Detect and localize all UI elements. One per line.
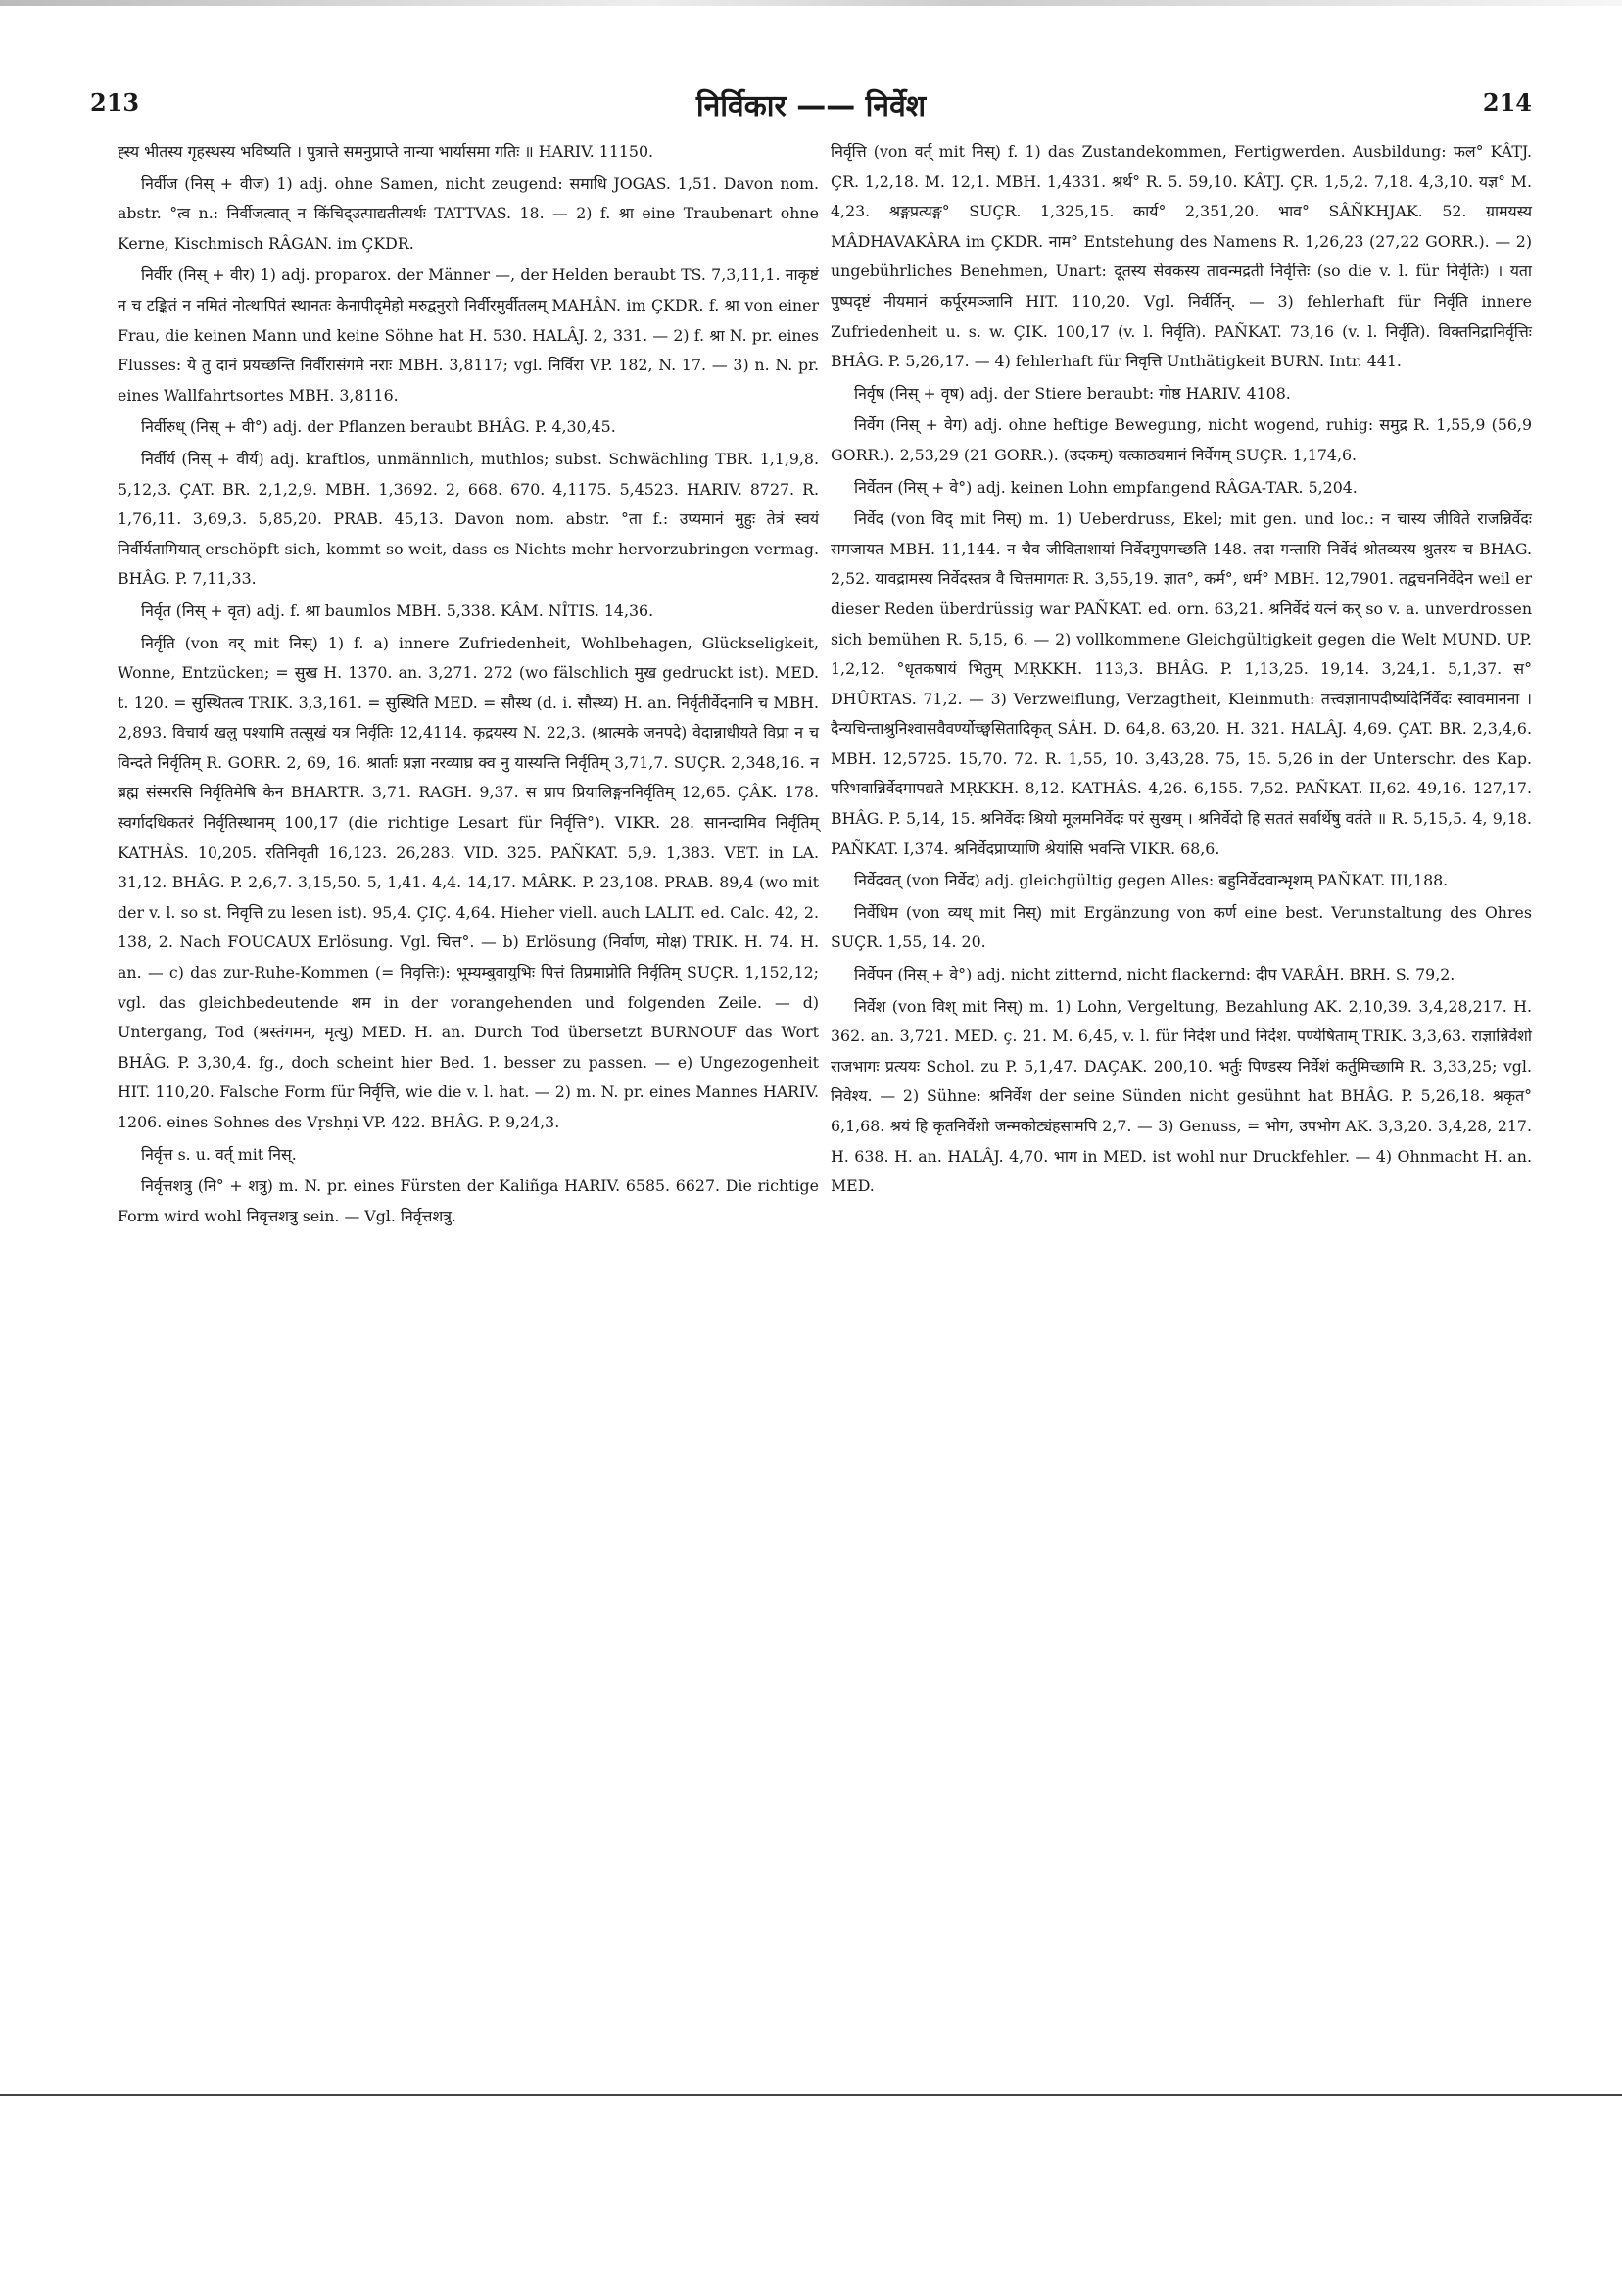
entry-nirvepana: निर्वेपन (निस् + वे°) adj. nicht zitternd, nicht flackernd: दीप VARÂH. BRH. S. 79,2. <box>854 965 1455 984</box>
entry-nirvrti: निर्वृति (von वर् mit निस्) 1) f. a) innere Zufriedenheit, Wohlbehagen, Glückseligkeit, Wonne, Entzücken; = सुख H. 1370. an. 3,271. 272 (wo fälschlich मुख gedruckt ist). MED. t. 120. = सुस्थितत्व TRIK. 3,3,161. = सुस्थिति MED. = सौस्थ (d. i. सौस्थ्य) H. an. निर्वृतीर्वेदनानि च MBH. 2,893. विचार्य खलु पश्यामि तत्सुखं यत्र निर्वृतिः 12,4114. कृद्रयस्य N. 22,3. (श्रात्मके जनपदे) वेदान्नाधीयते विप्रा न च विन्दते निर्वृतिम् R. GORR. 2, 69, 16. श्रार्ताः प्रज्ञा नरव्याघ्र क्व नु यास्यन्ति निर्वृतिम् 3,71,7. SUÇR. 2,348,16. न ब्रह्म संस्मरसि निर्वृतिमेषि केन BHARTR. 3,71. RAGH. 9,37. स प्राप प्रियालिङ्गननिर्वृतिम् 12,65. ÇÂK. 178. स्वर्गादधिकतरं निर्वृतिस्थानम् 100,17 (die richtige Lesart für निर्वृत्ति°). VIKR. 28. सानन्दामिव निर्वृतिम् KATHÂS. 10,205. रतिनिवृती 16,123. 26,283. VID. 325. PAÑKAT. 5,9. 1,383. VET. in LA. 31,12. BHÂG. P. 2,6,7. 3,15,50. 5, 1,41. 4,4. 14,17. MÂRK. P. 23,108. PRAB. 89,4 (wo mit der v. l. so st. निवृत्ति zu lesen ist). 95,4. ÇIÇ. 4,64. Hieher viell. auch LALIT. ed. Calc. 42, 2. 138, 2. Nach FOUCAUX Erlösung. Vgl. चित्त°. — b) Erlösung (निर्वाण, मोक्ष) TRIK. H. 74. H. an. — c) das zur-Ruhe-Kommen (= निवृत्तिः): भूम्यम्बुवायुभिः पित्तं तिप्रमाप्नोति निर्वृतिम् SUÇR. 1,152,12; vgl. das gleichbedeutende शम in der vorangehenden und folgenden Zeile. — d) Untergang, Tod (श्रस्तंगमन, मृत्यु) MED. H. an. Durch Tod übersetzt BURNOUF das Wort BHÂG. P. 3,30,4. fg., doch scheint hier Bed. 1. besser zu passen. — e) Ungezogenheit HIT. 110,20. Falsche Form für निर्वृत्ति, wie die v. l. hat. — 2) m. N. pr. eines Mannes HARIV. 1206. eines Sohnes des Vṛshṇi VP. 422. BHÂG. P. 9,24,3. <box>118 633 819 1131</box>
bottom-rule <box>0 2094 1622 2096</box>
entry-nirvrttasatru: निर्वृत्तशत्रु (नि° + शत्रु) m. N. pr. eines Fürsten der Kaliñga HARIV. 6585. 6627. Die richtige Form wird wohl निवृत्तशत्रु sein. — Vgl. निर्वृत्तशत्रु. <box>118 1176 819 1225</box>
entry-nirvira: निर्वीर (निस् + वीर) 1) adj. proparox. der Männer —, der Helden beraubt TS. 7,3,11,1. नाकृष्टं न च टङ्कितं न नमितं नोत्थापितं स्थानतः केनापीदृमेहो मरुद्वनुराो निर्वीरमुर्वीतलम् MAHÂN. im ÇKDR. f. श्रा von einer Frau, die keinen Mann und keine Söhne hat H. 530. HALÂJ. 2, 331. — 2) f. श्रा N. pr. eines Flusses: ये तु दानं प्रयच्छन्ति निर्वीरासंगमे नराः MBH. 3,8117; vgl. निर्विरा VP. 182, N. 17. — 3) n. N. pr. eines Wallfahrtsortes MBH. 3,8116. <box>118 265 819 405</box>
entry-nirvega: निर्वेग (निस् + वेग) adj. ohne heftige Bewegung, nicht wogend, ruhig: समुद्र R. 1,55,9 (56,9 GORR.). 2,53,29 (21 GORR.). (उदकम्) यत्काठ्यमानं निर्वेगम् SUÇR. 1,174,6. <box>831 415 1532 464</box>
entry-nirvedhima: निर्वेधिम (von व्यध् mit निस्) mit Ergänzung von कर्ण eine best. Verunstaltung des Ohres SUÇR. 1,55, 14. 20. <box>831 902 1532 952</box>
entry-nirveda: निर्वेद (von विद् mit निस्) m. 1) Ueberdruss, Ekel; mit gen. und loc.: न चास्य जीविते राजन्निर्वेदः समजायत MBH. 11,144. न चैव जीविताशायां निर्वेदमुपगच्छति 148. तदा गन्तासि निर्वेदं श्रोतव्यस्य श्रुतस्य च BHAG. 2,52. यावद्रामस्य निर्वेदस्तत्र वै चित्तमागतः R. 3,55,19. ज्ञात°, कर्म°, धर्म° MBH. 12,7901. तद्वचननिर्वेदेन weil er dieser Reden überdrüssig war PAÑKAT. ed. orn. 63,21. श्रनिर्वेदं यत्नं कर् so v. a. unverdrossen sich bemühen R. 5,15, 6. — 2) vollkommene Gleichgültigkeit gegen die Welt MUND. UP. 1,2,12. °धृतकषायं भितुम् MṚKKH. 113,3. BHÂG. P. 1,13,25. 19,14. 3,24,1. 5,1,37. स° DHÛRTAS. 71,2. — 3) Verzweiflung, Verzagtheit, Kleinmuth: तत्त्वज्ञानापदीर्ष्यादेर्निर्वेदः स्वावमानना । दैन्यचिन्ताश्रुनिश्वासवैवर्ण्योच्छ्वसितादिकृत् SÂH. D. 64,8. 63,20. H. 321. HALÂJ. 4,69. ÇAT. BR. 2,3,4,6. MBH. 12,5725. 15,70. 72. R. 1,55, 10. 3,43,28. 75, 15. 5,26 in der Unterschr. des Kap. परिभवान्निर्वेदमापद्यते MṚKKH. 8,12. KATHÂS. 4,26. 6,155. 7,52. PAÑKAT. II,62. 49,16. 127,17. BHÂG. P. 5,14, 15. श्रनिर्वेदः श्रियो मूलमनिर्वेदः परं सुखम् । श्रनिर्वेदो हि सततं सर्वार्थेषु वर्तते ॥ R. 5,15,5. 4, 9,18. PAÑKAT. I,374. श्रनिर्वेदप्राप्याणि श्रेयांसि भवन्ति VIKR. 68,6. <box>831 509 1532 858</box>
entry-nirvirya: निर्वीर्य (निस् + वीर्य) adj. kraftlos, unmännlich, muthlos; subst. Schwächling TBR. 1,1,9,8. 5,12,3. ÇAT. BR. 2,1,2,9. MBH. 1,3692. 2, 668. 670. 4,1175. 5,4523. HARIV. 8727. R. 1,76,11. 3,69,3. 5,85,20. PRAB. 45,13. Davon nom. abstr. °ता f.: उप्यमानं मुहुः तेत्रं स्वयं निर्वीर्यतामियात् erschöpft sich, kommt so weit, dass es Nichts mehr hervorzubringen vermag. BHÂG. P. 7,11,33. <box>118 449 819 589</box>
entry-nirvrta: निर्वृत (निस् + वृत) adj. f. श्रा baumlos MBH. 5,338. KÂM. NÎTIS. 14,36. <box>141 600 654 620</box>
entry-nirvija: निर्वीज (निस् + वीज) 1) adj. ohne Samen, nicht zeugend: समाधि JOGAS. 1,51. Davon nom. abstr. °त्व n.: निर्वीजत्वात् न किंचिद्उत्पाद्यतीत्यर्थः TATTVAS. 18. — 2) f. श्रा eine Traubenart ohne Kerne, Kischmisch RÂGAN. im ÇKDR. <box>118 173 819 253</box>
entry-nirvedavat: निर्वेदवत् (von निर्वेद) adj. gleichgültig gegen Alles: बहुनिर्वेदवान्भृशम् PAÑKAT. III,188. <box>854 871 1449 890</box>
entry-nirvrsa: निर्वृष (निस् + वृष) adj. der Stiere beraubt: गोष्ठ HARIV. 4108. <box>854 383 1291 403</box>
scan-edge <box>0 0 1622 6</box>
entry-nirvirudh: निर्वीरुध् (निस् + वी°) adj. der Pflanzen beraubt BHÂG. P. 4,30,45. <box>141 417 616 437</box>
page-number-right: 214 <box>1482 88 1532 117</box>
page-header <box>86 84 1536 133</box>
page-number-left: 213 <box>90 88 140 117</box>
left-column <box>118 137 819 1233</box>
entry-nirvrtta: निर्वृत्त s. u. वर्त् mit निस्. <box>141 1144 297 1164</box>
entry-continuation: ह्स्य भीतस्य गृहस्थस्य भविष्यति । पुत्रात्ते समनुप्राप्ते नान्या भार्यासमा गतिः ॥ HARIV. 11150. <box>118 142 654 161</box>
entry-nirvetana: निर्वेतन (निस् + वे°) adj. keinen Lohn empfangend RÂGA-TAR. 5,204. <box>854 477 1358 497</box>
entry-nirvesa: निर्वेश (von विश् mit निस्) m. 1) Lohn, Vergeltung, Bezahlung AK. 2,10,39. 3,4,28,217. H. 362. an. 3,721. MED. ç. 21. M. 6,45, v. l. für निर्देश und निर्देश. पण्येषिताम् TRIK. 3,3,63. राज्ञान्निर्वेशो राजभागः प्रत्ययः Schol. zu P. 5,1,47. DAÇAK. 200,10. भर्तुः पिण्डस्य निर्वेशं कर्तुमिच्छामि R. 3,33,25; vgl. निवेश्य. — 2) Sühne: श्रनिर्वेश der seine Sünden nicht gesühnt hat BHÂG. P. 5,26,18. श्रकृत° 6,1,68. श्रयं हि कृतनिर्वेशो जन्मकोट्यंहसामपि 2,7. — 3) Genuss, = भोग, उपभोग AK. 3,3,20. 3,4,28, 217. H. 638. H. an. HALÂJ. 4,70. भाग in MED. ist wohl nur Druckfehler. — 4) Ohnmacht H. an. MED. <box>831 996 1532 1196</box>
entry-nirvrtti: निर्वृत्ति (von वर्त् mit निस्) f. 1) das Zustandekommen, Fertigwerden. Ausbildung: फल° KÂTJ. ÇR. 1,2,18. M. 12,1. MBH. 1,4331. श्रर्थ° R. 5. 59,10. KÂTJ. ÇR. 1,5,2. 7,18. 4,3,10. यज्ञ° M. 4,23. श्रङ्गप्रत्यङ्ग° SUÇR. 1,325,15. कार्य° 2,351,20. भाव° SÂÑKHJAK. 52. ग्रामयस्य MÂDHAVAKÂRA im ÇKDR. नाम° Entstehung des Namens R. 1,26,23 (27,22 GORR.). — 2) ungebührliches Benehmen, Unart: दूतस्य सेवकस्य तावन्मद्रती निर्वृत्तिः (so die v. l. für निर्वृतिः) । यता पुष्पदृष्टं नीयमानं कर्पूरमञ्जानि HIT. 110,20. Vgl. निर्वर्तिन्. — 3) fehlerhaft für निर्वृति innere Zufriedenheit u. s. w. ÇIK. 100,17 (v. l. निर्वृति). PAÑKAT. 73,16 (v. l. निर्वृति). विक्तनिद्रानिर्वृत्तिः BHÂG. P. 5,26,17. — 4) fehlerhaft für निवृत्ति Unthätigkeit BURN. Intr. 441. <box>831 142 1532 371</box>
running-title: निर्विकार —— निर्वेश <box>695 89 927 123</box>
right-column <box>831 137 1532 1204</box>
